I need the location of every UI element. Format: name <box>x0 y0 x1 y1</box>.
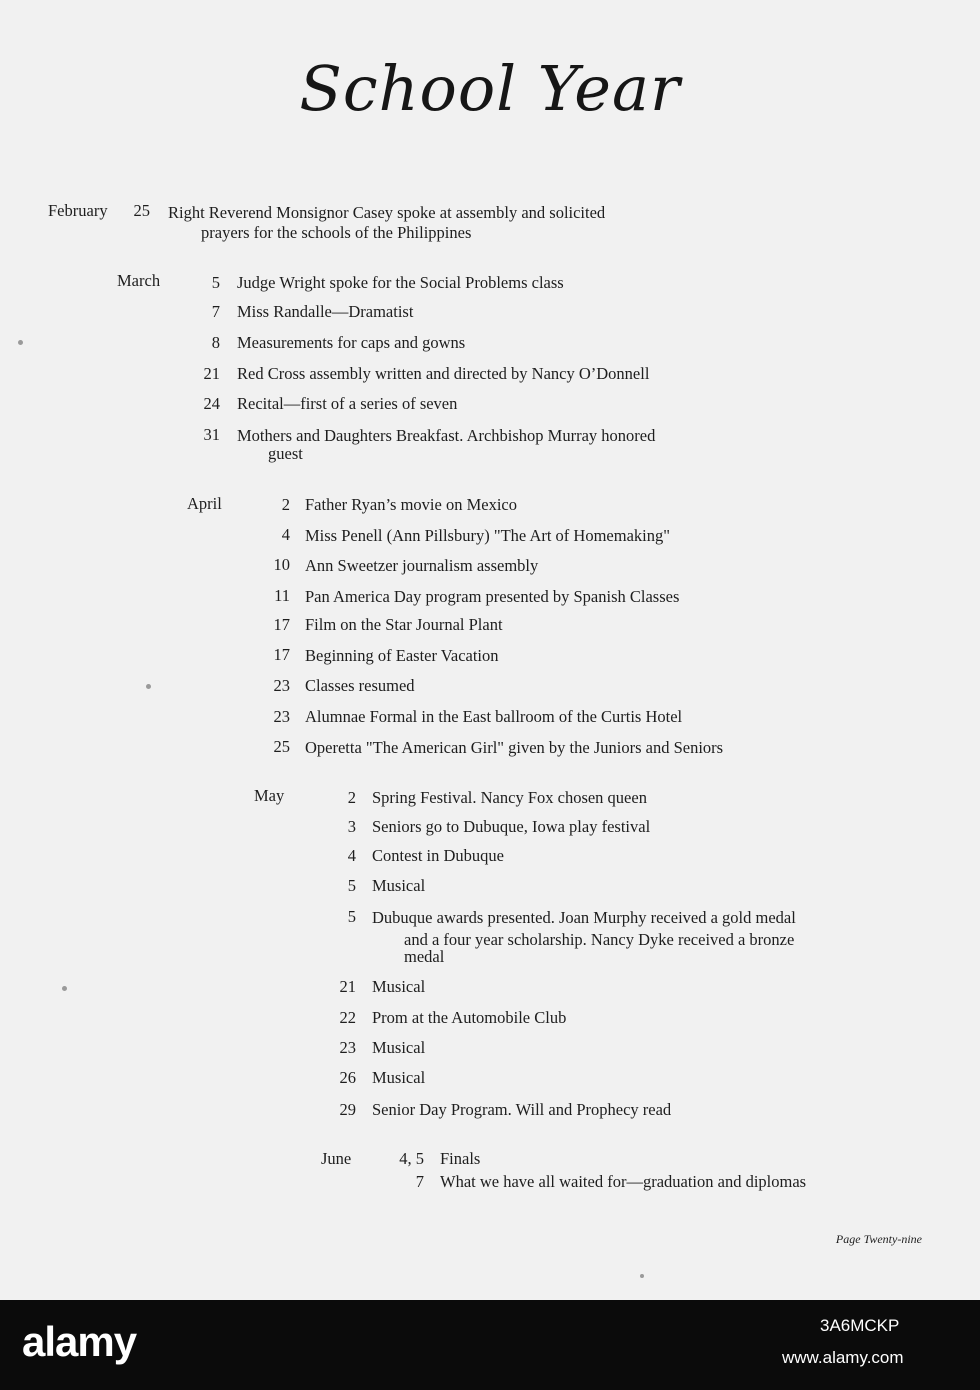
day: 2 <box>347 788 356 807</box>
entry-line: prayers for the schools of the Philippines <box>201 223 472 242</box>
page-title: School Year <box>299 52 681 125</box>
day: 21 <box>339 977 356 996</box>
entry-line: Prom at the Automobile Club <box>372 1008 567 1027</box>
day: 4 <box>347 846 356 865</box>
entry-line: Red Cross assembly written and directed by Nancy O’Donnell <box>237 364 650 383</box>
day: 5 <box>347 907 356 926</box>
month-june: June <box>321 1149 352 1168</box>
print-speck <box>146 684 151 689</box>
day: 22 <box>339 1008 356 1027</box>
day: 24 <box>203 394 220 413</box>
day: 5 <box>211 273 220 292</box>
entry-line: Contest in Dubuque <box>372 846 504 865</box>
day: 10 <box>273 555 290 574</box>
watermark-bar <box>0 1300 980 1390</box>
entry-line: Musical <box>372 1038 426 1057</box>
day: 5 <box>347 876 356 895</box>
day: 3 <box>347 817 356 836</box>
day: 2 <box>281 495 290 514</box>
day: 7 <box>415 1172 424 1191</box>
entry-line: Miss Randalle—Dramatist <box>237 302 414 321</box>
entry-line: Dubuque awards presented. Joan Murphy received a gold medal <box>372 908 796 927</box>
entry-line: Recital—first of a series of seven <box>237 394 458 413</box>
entry-line: Senior Day Program. Will and Prophecy read <box>372 1100 672 1119</box>
print-speck <box>62 986 67 991</box>
entry-line: Alumnae Formal in the East ballroom of the Curtis Hotel <box>305 707 683 726</box>
entry-line: Pan America Day program presented by Spanish Classes <box>305 587 680 606</box>
month-april: April <box>187 494 222 513</box>
day: 29 <box>339 1100 356 1119</box>
entry-line: Judge Wright spoke for the Social Problems class <box>237 273 564 292</box>
day: 8 <box>211 333 220 352</box>
day: 7 <box>211 302 220 321</box>
entry-line: Film on the Star Journal Plant <box>305 615 503 634</box>
day: 25 <box>133 201 150 220</box>
entry-line: Musical <box>372 977 426 996</box>
entry-line: Father Ryan’s movie on Mexico <box>305 495 517 514</box>
print-speck <box>640 1274 644 1278</box>
entry-line: guest <box>268 444 303 463</box>
entry-line: and a four year scholarship. Nancy Dyke received a bronze <box>404 930 795 949</box>
entry-line: Beginning of Easter Vacation <box>305 646 499 665</box>
entry-line: Operetta "The American Girl" given by the Juniors and Seniors <box>305 738 724 757</box>
day: 11 <box>274 586 290 605</box>
entry-line: Measurements for caps and gowns <box>237 333 466 352</box>
day: 26 <box>339 1068 356 1087</box>
month-may: May <box>254 786 285 805</box>
day: 17 <box>273 645 290 664</box>
entry-line: Musical <box>372 1068 426 1087</box>
entry-line: Miss Penell (Ann Pillsbury) "The Art of Homemaking" <box>305 526 670 545</box>
entry-line: Classes resumed <box>305 676 415 695</box>
image-code: 3A6MCKP <box>820 1316 900 1335</box>
day: 23 <box>339 1038 356 1057</box>
entry-line: Ann Sweetzer journalism assembly <box>305 556 539 575</box>
entry-line: What we have all waited for—graduation and diplomas <box>440 1172 807 1191</box>
entry-line: Spring Festival. Nancy Fox chosen queen <box>372 788 647 807</box>
entry-line: Seniors go to Dubuque, Iowa play festival <box>372 817 651 836</box>
day: 25 <box>273 737 290 756</box>
entry-line: Finals <box>440 1149 481 1168</box>
day: 31 <box>203 425 220 444</box>
day: 21 <box>203 364 220 383</box>
day: 4 <box>281 525 290 544</box>
day: 4, 5 <box>399 1149 424 1168</box>
entry-line: Mothers and Daughters Breakfast. Archbishop Murray honored <box>237 426 656 445</box>
day: 23 <box>273 707 290 726</box>
watermark-url: www.alamy.com <box>782 1348 904 1367</box>
alamy-logo: alamy <box>22 1318 137 1365</box>
day: 17 <box>273 615 290 634</box>
print-speck <box>18 340 23 345</box>
entry-line: Musical <box>372 876 426 895</box>
month-february: February <box>48 201 108 220</box>
month-march: March <box>117 271 161 290</box>
entry-line: medal <box>404 947 445 966</box>
entry-line: Right Reverend Monsignor Casey spoke at assembly and solicited <box>168 203 606 222</box>
page-number: Page Twenty-nine <box>835 1232 922 1246</box>
day: 23 <box>273 676 290 695</box>
